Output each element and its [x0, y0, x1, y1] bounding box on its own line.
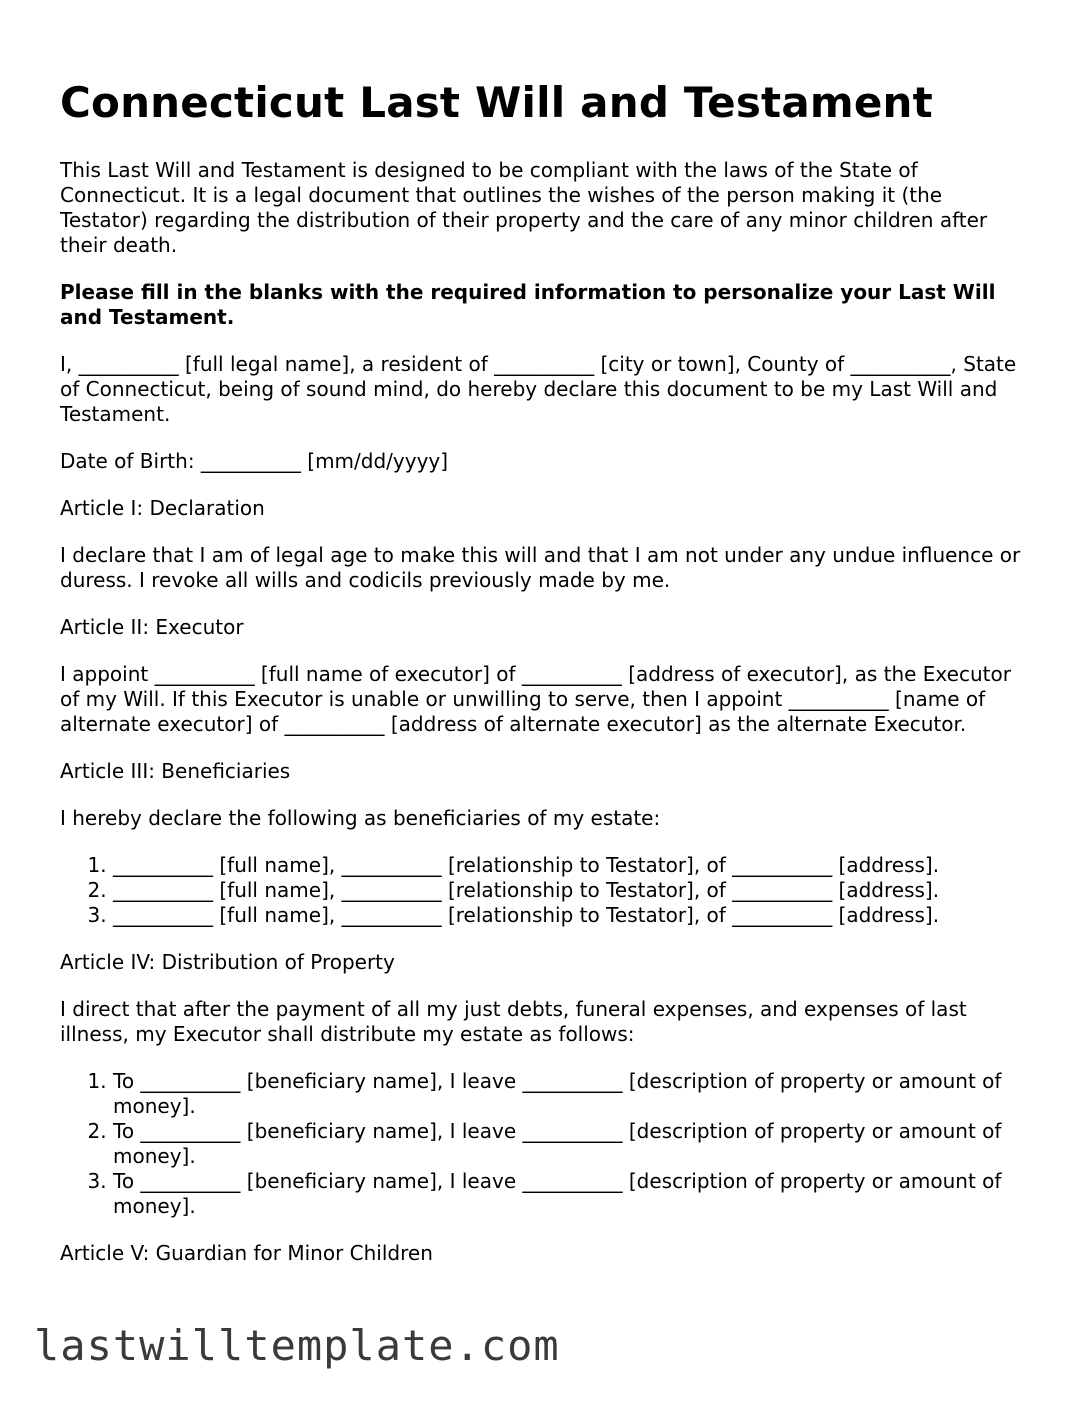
- list-item: 1. __________ [full name], __________ [relationship to Testator], of __________ [address].: [113, 853, 1035, 878]
- document-page: [60, 78, 1035, 1288]
- article-4-heading: Article IV: Distribution of Property: [60, 950, 395, 974]
- article-1-text: I declare that I am of legal age to make this will and that I am not under any undue influence or duress. I revoke all wills and codicils previously made by me.: [60, 543, 1021, 592]
- article-2-heading: Article II: Executor: [60, 615, 244, 639]
- article-3-text: I hereby declare the following as beneficiaries of my estate:: [60, 806, 661, 830]
- list-item: 3. __________ [full name], __________ [relationship to Testator], of __________ [address].: [113, 903, 1035, 928]
- page-title: Connecticut Last Will and Testament: [60, 78, 933, 127]
- list-item: 2. To __________ [beneficiary name], I leave __________ [description of property or amount of money].: [113, 1119, 1035, 1169]
- instruction-paragraph: Please fill in the blanks with the required information to personalize your Last Will and Testament.: [60, 280, 996, 329]
- list-item: 1. To __________ [beneficiary name], I leave __________ [description of property or amount of money].: [113, 1069, 1035, 1119]
- declaration-paragraph: I, __________ [full legal name], a resident of __________ [city or town], County of __________, State of Connecticut, being of sound mind, do hereby declare this document to be my Last Will and Testament.: [60, 352, 1017, 426]
- article-1-heading: Article I: Declaration: [60, 496, 265, 520]
- date-of-birth-line: Date of Birth: __________ [mm/dd/yyyy]: [60, 449, 449, 473]
- article-4-text: I direct that after the payment of all my just debts, funeral expenses, and expenses of last illness, my Executor shall distribute my estate as follows:: [60, 997, 967, 1046]
- article-2-text: I appoint __________ [full name of executor] of __________ [address of executor], as the Executor of my Will. If this Executor is unable or unwilling to serve, then I appoint __________ [name of alternate executor] of __________ [address of alternate executor] as the alternate Executor.: [60, 662, 1011, 736]
- distribution-list: [60, 1069, 1035, 1219]
- list-item: 3. To __________ [beneficiary name], I leave __________ [description of property or amount of money].: [113, 1169, 1035, 1219]
- article-3-heading: Article III: Beneficiaries: [60, 759, 291, 783]
- list-item: 2. __________ [full name], __________ [relationship to Testator], of __________ [address].: [113, 878, 1035, 903]
- article-5-heading: Article V: Guardian for Minor Children: [60, 1241, 433, 1265]
- intro-paragraph: This Last Will and Testament is designed to be compliant with the laws of the State of Connecticut. It is a legal document that outlines the wishes of the person making it (the Testator) regarding the distribution of their property and the care of any minor children after their death.: [60, 158, 988, 257]
- beneficiaries-list: [60, 853, 1035, 928]
- watermark-footer: lastwilltemplate.com: [34, 1321, 560, 1370]
